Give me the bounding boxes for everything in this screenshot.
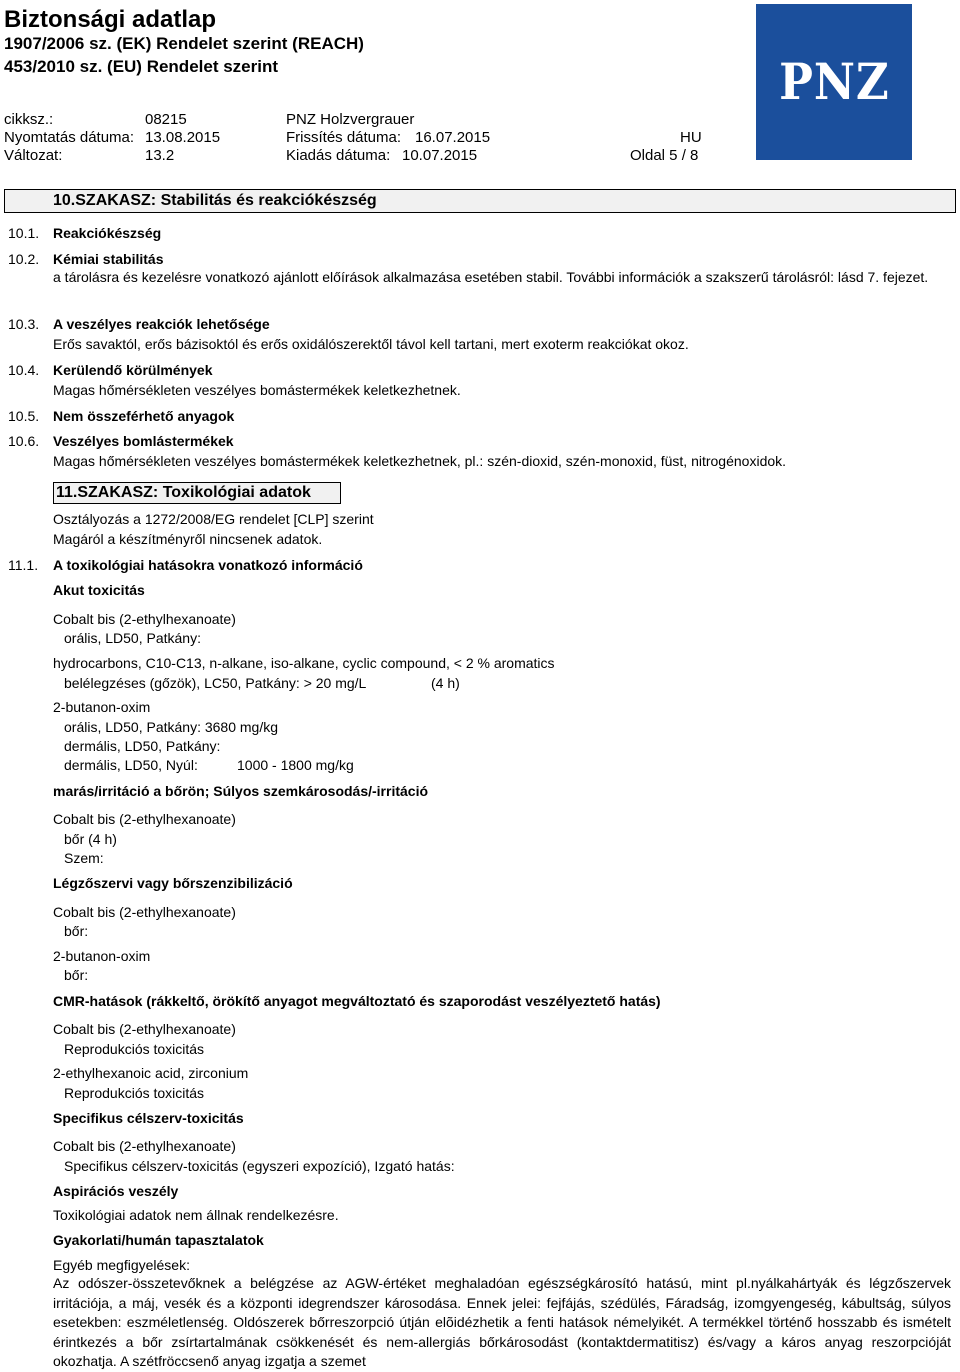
acute-oxim-dermal-rabbit-value: 1000 - 1800 mg/kg (237, 757, 354, 773)
section-11-title: 11.SZAKASZ: Toxikológiai adatok (56, 484, 311, 501)
acute-oxim: 2-butanon-oxim (53, 699, 151, 715)
section-10-title: 10.SZAKASZ: Stabilitás és reakciókészség (53, 192, 377, 209)
section-10-2-heading: Kémiai stabilitás (53, 251, 164, 267)
section-10-2-number: 10.2. (8, 251, 40, 267)
section-10-4-number: 10.4. (8, 362, 40, 378)
acute-hydrocarbons: hydrocarbons, C10-C13, n-alkane, iso-alkane, cyclic compound, < 2 % aromatics (53, 655, 555, 671)
section-10-5-heading: Nem összeférhető anyagok (53, 408, 235, 424)
document-title: Biztonsági adatlap (4, 6, 217, 33)
sensitisation-heading: Légzőszervi vagy bőrszenzibilizáció (53, 875, 293, 891)
stot-text: Specifikus célszerv-toxicitás (egyszeri expozíció), Izgató hatás: (64, 1158, 455, 1174)
section-10-3-heading: A veszélyes reakciók lehetősége (53, 316, 270, 332)
section-10-6-text: Magas hőmérsékleten veszélyes bomástermékek keletkezhetnek, pl.: szén-dioxid, szén-monoxid, füst, nitrogénoxidok. (53, 453, 787, 469)
skin-cobalt: Cobalt bis (2-ethylhexanoate) (53, 811, 236, 827)
cmr-cobalt-repr: Reprodukciós toxicitás (64, 1041, 205, 1057)
section-10-2-text: a tárolásra és kezelésre vonatkozó ajánlott előírások alkalmazása esetében stabil. További információk a szakszerű tárolásról: lásd 7. fejezet. (53, 269, 929, 285)
cmr-zirconium: 2-ethylhexanoic acid, zirconium (53, 1065, 249, 1081)
section-10-6-number: 10.6. (8, 433, 40, 449)
clp-classification: Osztályozás a 1272/2008/EG rendelet [CLP] szerint (53, 511, 374, 527)
acute-oxim-oral: orális, LD50, Patkány: 3680 mg/kg (64, 719, 279, 735)
section-10-6-heading: Veszélyes bomlástermékek (53, 433, 234, 449)
section-10-3-text: Erős savaktól, erős bázisoktól és erős oxidálószerektől távol kell tartani, mert exoterm reakciókat okoz. (53, 336, 689, 352)
print-date-value: 13.08.2015 (145, 129, 221, 146)
sensitisation-oxim: 2-butanon-oxim (53, 948, 151, 964)
acute-oxim-dermal-rabbit: dermális, LD50, Nyúl: (64, 757, 198, 773)
section-11-1-number: 11.1. (8, 557, 39, 573)
practical-heading: Gyakorlati/humán tapasztalatok (53, 1232, 264, 1248)
logo-text: PNZ (778, 52, 890, 111)
acute-toxicity-heading: Akut toxicitás (53, 582, 145, 598)
section-10-4-heading: Kerülendő körülmények (53, 362, 213, 378)
pnz-logo (756, 4, 912, 160)
cmr-zirconium-repr: Reprodukciós toxicitás (64, 1085, 205, 1101)
print-date-label: Nyomtatás dátuma: (4, 129, 135, 146)
other-observations-label: Egyéb megfigyelések: (53, 1257, 190, 1273)
aspiration-text: Toxikológiai adatok nem állnak rendelkezésre. (53, 1207, 339, 1223)
section-10-5-number: 10.5. (8, 408, 40, 424)
article-label: cikksz.: (4, 111, 54, 128)
version-value: 13.2 (145, 147, 175, 164)
update-date-value: 16.07.2015 (415, 129, 491, 146)
acute-oxim-dermal-rat: dermális, LD50, Patkány: (64, 738, 221, 754)
cmr-cobalt: Cobalt bis (2-ethylhexanoate) (53, 1021, 236, 1037)
company-name: PNZ Holzvergrauer (286, 111, 415, 128)
other-observations-text: Az odószer-összetevőknek a belégzése az AGW-értéket meghaladóan egészségkárosító hatású, mint pl.nyálkahártyák és légzőszervek irritációja, a máj, vesék és a központi idegrendszer károsodása. Ennek jelei: fejfájás, szédülés, Fáradság, izomgyengeség, kábultság, súlyos esetekben: eszméletlenség. Oldószerek bőrreszorpció útján elõidézhetik a fenti hatások némelyikét. A termékkel történő hosszabb és ismételt érintkezés a bőr zsírtartalmának csökkenését és nem-allergiás bőrkárosodást (kontaktdermatitisz) és/vagy a káros anyag reszorpcióját okozhatja. A szétfröccsenő anyag izgatja a szemet (53, 1275, 951, 1369)
regulation-eu: 453/2010 sz. (EU) Rendelet szerint (4, 57, 279, 76)
aspiration-heading: Aspirációs veszély (53, 1183, 179, 1199)
section-10-1-number: 10.1. (8, 225, 40, 241)
no-data-note: Magáról a készítményről nincsenek adatok. (53, 531, 323, 547)
section-11-1-heading: A toxikológiai hatásokra vonatkozó információ (53, 557, 363, 573)
country-code: HU (680, 129, 702, 146)
version-label: Változat: (4, 147, 63, 164)
acute-hydrocarbons-inhal-time: (4 h) (431, 675, 460, 691)
section-10-3-number: 10.3. (8, 316, 40, 332)
acute-hydrocarbons-inhal: belélegzéses (gőzök), LC50, Patkány: > 20 mg/L (64, 675, 367, 691)
stot-heading: Specifikus célszerv-toxicitás (53, 1110, 244, 1126)
acute-cobalt: Cobalt bis (2-ethylhexanoate) (53, 611, 236, 627)
stot-cobalt: Cobalt bis (2-ethylhexanoate) (53, 1138, 236, 1154)
issue-date-label: Kiadás dátuma: (286, 147, 391, 164)
acute-cobalt-oral: orális, LD50, Patkány: (64, 630, 201, 646)
section-10-1-heading: Reakciókészség (53, 225, 162, 241)
skin-cobalt-eye: Szem: (64, 850, 104, 866)
update-date-label: Frissítés dátuma: (286, 129, 402, 146)
article-value: 08215 (145, 111, 187, 128)
page-number: Oldal 5 / 8 (630, 147, 699, 164)
sensitisation-cobalt: Cobalt bis (2-ethylhexanoate) (53, 904, 236, 920)
sensitisation-oxim-skin: bőr: (64, 967, 89, 983)
section-10-4-text: Magas hőmérsékleten veszélyes bomástermékek keletkezhetnek. (53, 382, 461, 398)
regulation-reach: 1907/2006 sz. (EK) Rendelet szerint (REACH) (4, 34, 364, 53)
sensitisation-cobalt-skin: bőr: (64, 923, 89, 939)
issue-date-value: 10.07.2015 (402, 147, 478, 164)
skin-irritation-heading: marás/irritáció a bőrön; Súlyos szemkárosodás/-irritáció (53, 783, 429, 799)
skin-cobalt-skin: bőr (4 h) (64, 831, 117, 847)
cmr-heading: CMR-hatások (rákkeltő, örökítő anyagot megváltoztató és szaporodást veszélyeztető hatás) (53, 993, 661, 1009)
